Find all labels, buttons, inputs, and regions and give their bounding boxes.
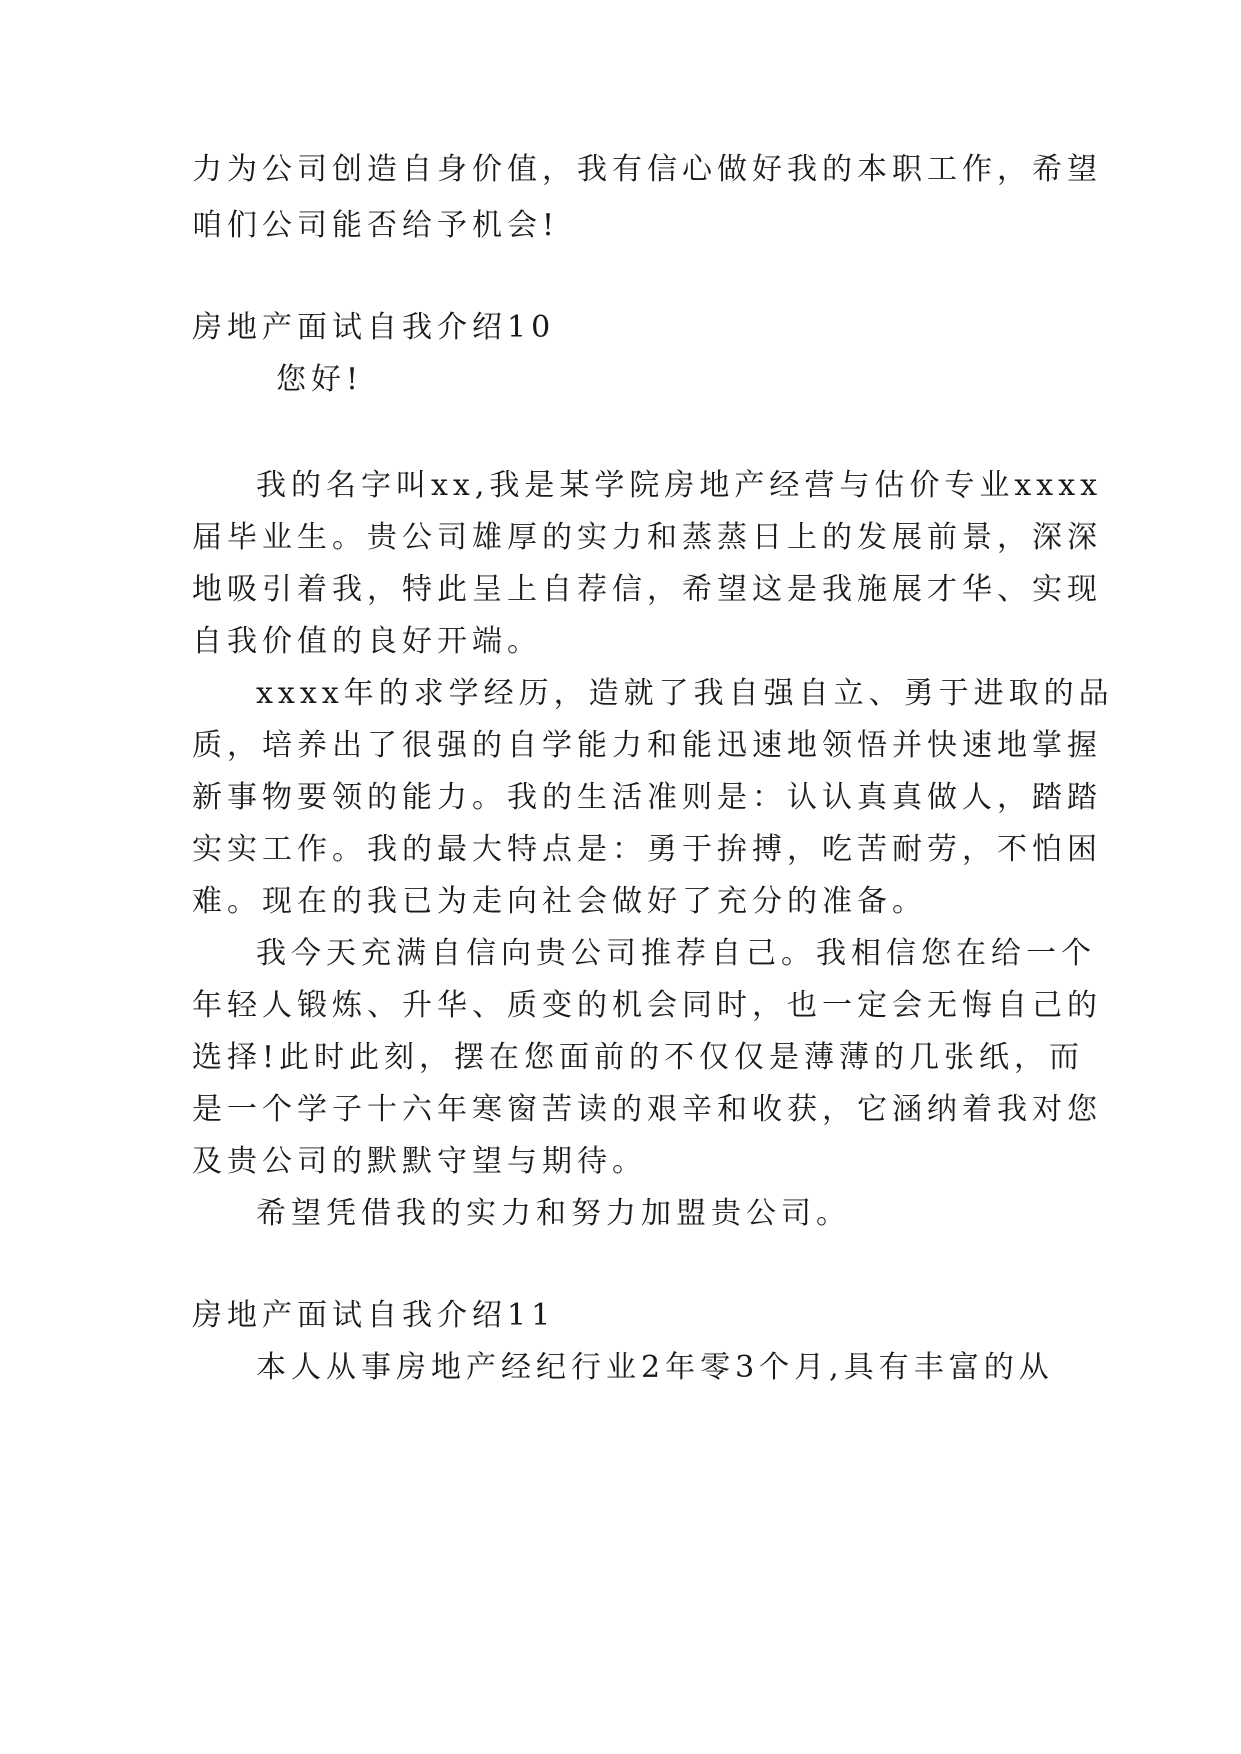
body-line: 本人从事房地产经纪行业2年零3个月,具有丰富的从 — [256, 1350, 1054, 1385]
body-line: 及贵公司的默默守望与期待。 — [192, 1144, 647, 1179]
body-line: 新事物要领的能力。我的生活准则是：认认真真做人，踏踏 — [192, 780, 1102, 815]
body-line: 难。现在的我已为走向社会做好了充分的准备。 — [192, 884, 927, 919]
body-line: 地吸引着我，特此呈上自荐信，希望这是我施展才华、实现 — [192, 572, 1102, 607]
body-line: 是一个学子十六年寒窗苦读的艰辛和收获，它涵纳着我对您 — [192, 1092, 1102, 1127]
section-heading: 房地产面试自我介绍10 — [192, 310, 556, 345]
body-line: 实实工作。我的最大特点是：勇于拚搏，吃苦耐劳，不怕困 — [192, 832, 1102, 867]
body-line: 我今天充满自信向贵公司推荐自己。我相信您在给一个 — [256, 936, 1096, 971]
body-line: 力为公司创造自身价值，我有信心做好我的本职工作，希望 — [192, 152, 1102, 187]
body-line: 质，培养出了很强的自学能力和能迅速地领悟并快速地掌握 — [192, 728, 1102, 763]
body-line: 咱们公司能否给予机会! — [192, 208, 560, 243]
body-line: 自我价值的良好开端。 — [192, 624, 542, 659]
body-line: 选择!此时此刻，摆在您面前的不仅仅是薄薄的几张纸，而 — [192, 1040, 1085, 1075]
greeting: 您好! — [276, 362, 364, 397]
body-line: 年轻人锻炼、升华、质变的机会同时，也一定会无悔自己的 — [192, 988, 1102, 1023]
body-line: 我的名字叫xx,我是某学院房地产经营与估价专业xxxx — [256, 468, 1103, 503]
section-heading: 房地产面试自我介绍11 — [192, 1298, 556, 1333]
body-line: 希望凭借我的实力和努力加盟贵公司。 — [256, 1196, 851, 1231]
body-line: 届毕业生。贵公司雄厚的实力和蒸蒸日上的发展前景，深深 — [192, 520, 1102, 555]
body-line: xxxx年的求学经历，造就了我自强自立、勇于进取的品 — [256, 676, 1114, 711]
